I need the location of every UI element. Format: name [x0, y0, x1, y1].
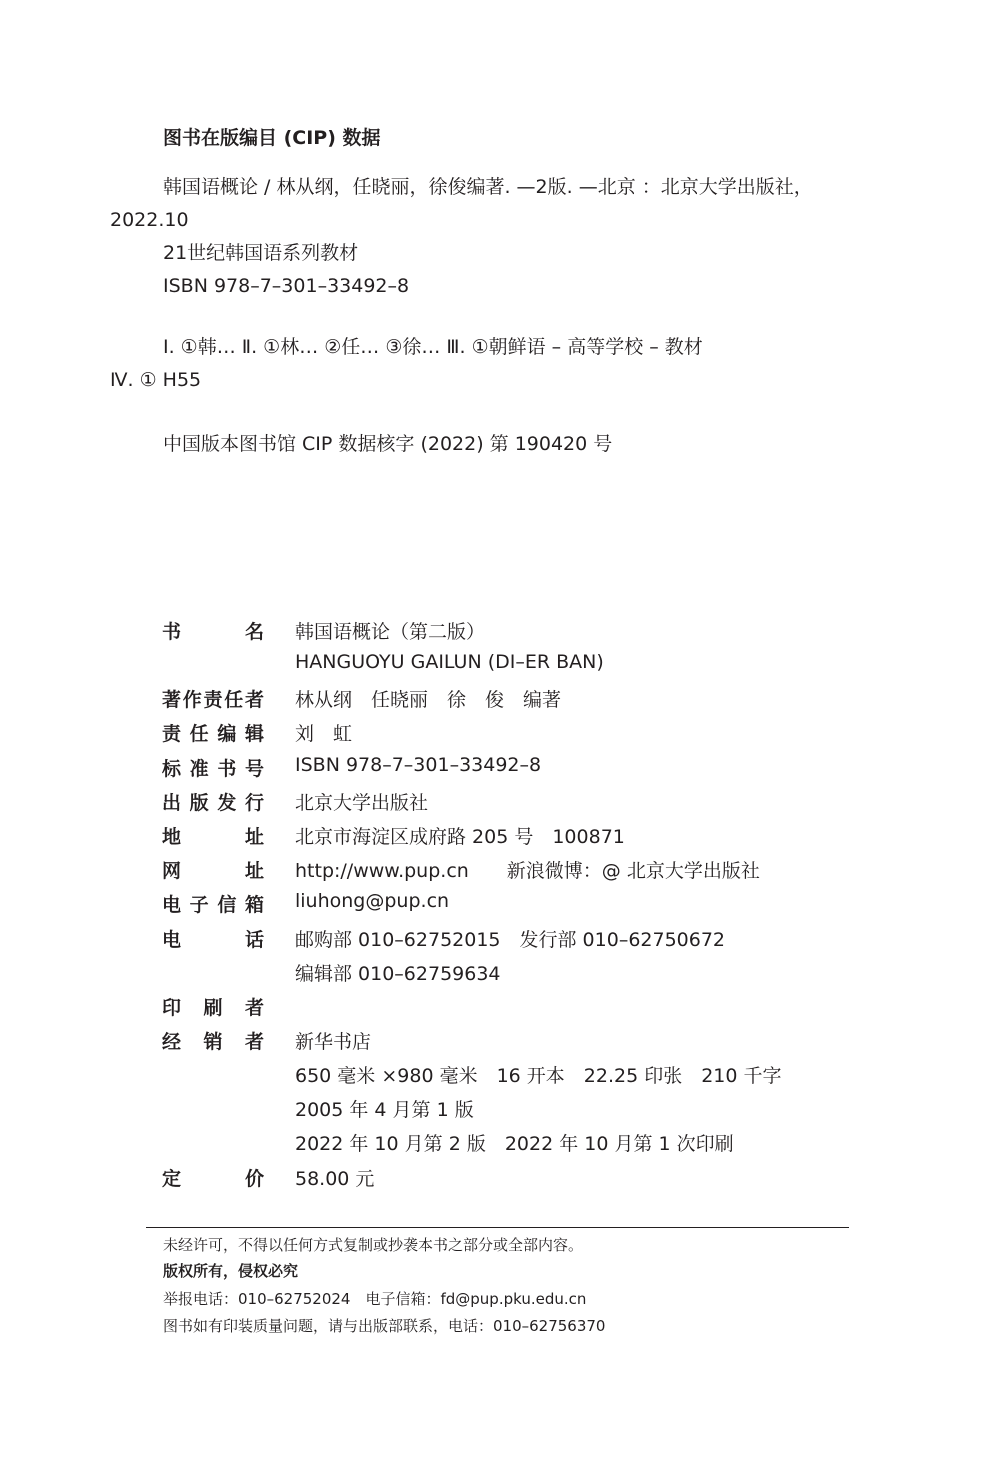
info-label: 地 址: [162, 826, 264, 848]
info-label: 网 址: [162, 860, 264, 882]
cip-isbn-line: ISBN 978–7–301–33492–8: [163, 275, 410, 297]
info-label: 经销者: [162, 1031, 264, 1053]
info-value: 新华书店: [295, 1031, 372, 1053]
info-label: 电 话: [162, 929, 264, 951]
cip-subject-line: Ⅰ. ①韩… Ⅱ. ①林… ②任… ③徐… Ⅲ. ①朝鲜语 – 高等学校 – 教材: [163, 336, 703, 358]
info-row: [0, 1061, 1000, 1095]
info-label: 责任编辑: [162, 723, 264, 745]
quality-contact: 图书如有印装质量问题，请与出版部联系，电话：010–62756370: [163, 1317, 606, 1335]
info-value: ISBN 978–7–301–33492–8: [295, 754, 542, 776]
cip-subject-line: Ⅳ. ① H55: [110, 369, 202, 391]
info-label: 出版发行: [162, 792, 264, 814]
info-value: 林从纲 任晓丽 徐 俊 编著: [295, 689, 562, 711]
footer-divider: [146, 1227, 849, 1228]
info-row: [0, 719, 1000, 753]
info-row: [0, 1095, 1000, 1129]
info-row: [0, 685, 1000, 719]
info-row: [0, 890, 1000, 924]
info-value: 邮购部 010–62752015 发行部 010–62750672: [295, 929, 726, 951]
info-row: [0, 1164, 1000, 1198]
cip-title: 图书在版编目 (CIP) 数据: [163, 127, 381, 149]
info-value: 2022 年 10 月第 2 版 2022 年 10 月第 1 次印刷: [295, 1133, 734, 1155]
cip-series-line: 21世纪韩国语系列教材: [163, 242, 359, 264]
cip-record-line: 韩国语概论 / 林从纲，任晓丽，徐俊编著. —2版. —北京 ：北京大学出版社，: [163, 176, 813, 198]
info-value: 北京大学出版社: [295, 792, 429, 814]
info-row: [0, 993, 1000, 1027]
info-value: HANGUOYU GAILUN (DI–ER BAN): [295, 651, 604, 673]
info-row: [0, 1027, 1000, 1061]
info-row: [0, 651, 1000, 685]
info-value: liuhong@pup.cn: [295, 890, 450, 912]
info-row: [0, 1129, 1000, 1163]
info-row: [0, 925, 1000, 959]
info-value: 2005 年 4 月第 1 版: [295, 1099, 474, 1121]
info-label: 标准书号: [162, 758, 264, 780]
info-row: [0, 856, 1000, 890]
info-value: 韩国语概论（第二版）: [295, 621, 486, 643]
info-value: http://www.pup.cn 新浪微博：@ 北京大学出版社: [295, 860, 760, 882]
info-value: 刘 虹: [295, 723, 353, 745]
info-row: [0, 788, 1000, 822]
copyright-notice: 未经许可，不得以任何方式复制或抄袭本书之部分或全部内容。: [163, 1236, 584, 1254]
info-row: [0, 617, 1000, 651]
cip-number-line: 中国版本图书馆 CIP 数据核字 (2022) 第 190420 号: [163, 433, 613, 455]
info-value: 58.00 元: [295, 1168, 375, 1190]
info-value: 650 毫米 ×980 毫米 16 开本 22.25 印张 210 千字: [295, 1065, 782, 1087]
info-row: [0, 959, 1000, 993]
info-row: [0, 754, 1000, 788]
info-value: 北京市海淀区成府路 205 号 100871: [295, 826, 625, 848]
report-contact: 举报电话：010–62752024 电子信箱：fd@pup.pku.edu.cn: [163, 1290, 587, 1308]
info-value: 编辑部 010–62759634: [295, 963, 501, 985]
rights-reserved: 版权所有，侵权必究: [163, 1262, 299, 1280]
cip-record-line: 2022.10: [110, 209, 189, 231]
info-label: 电子信箱: [162, 894, 264, 916]
info-label: 书 名: [162, 621, 264, 643]
info-label: 著作责任者: [162, 689, 264, 711]
info-label: 定 价: [162, 1168, 264, 1190]
info-label: 印刷者: [162, 997, 264, 1019]
info-row: [0, 822, 1000, 856]
